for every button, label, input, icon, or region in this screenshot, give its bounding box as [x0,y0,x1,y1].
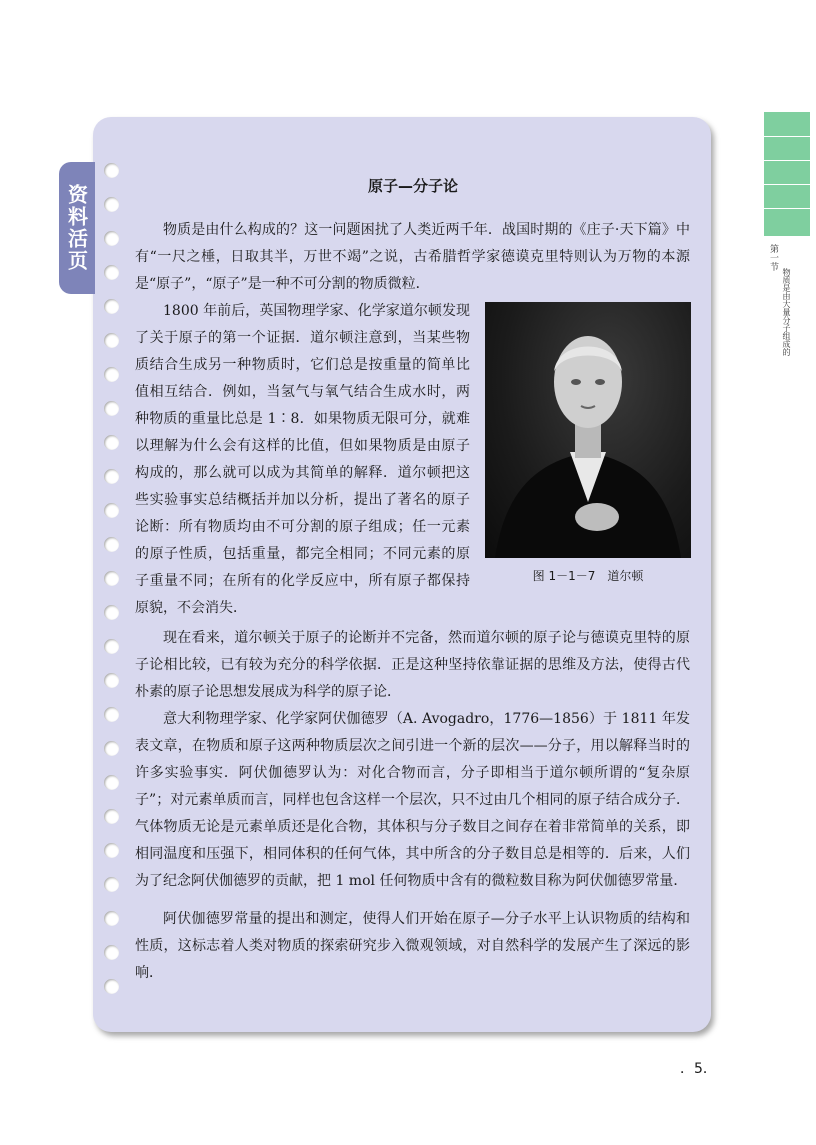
binder-ring [104,333,119,348]
binder-ring [104,741,119,756]
chapter-color-block [764,112,810,236]
article-title: 原子—分子论 [367,177,458,195]
binder-ring [104,571,119,586]
portrait-illustration [485,302,691,558]
binder-ring [104,469,119,484]
binder-ring [104,503,119,518]
figure-caption: 图 1－1－7 道尔顿 [532,569,644,583]
paragraph-4: 意大利物理学家、化学家阿伏伽德罗（A. Avogadro，1776—1856）于 1811 年发表文章，在物质和原子这两种物质层次之间引进一个新的层次——分子，用以解释当时的许多实验事实．阿伏伽德罗认为：对化合物而言，分子即相当于道尔顿所谓的“复杂原子”；对元素单质而言，同样也包含这样一个层次，只不过由几个相同的原子结合成分子．气体物质无论是元素单质还是化合物，其体积与分子数目之间存在着非常简单的关系，即相同温度和压强下，相同体积的任何气体，其中所含的分子数目总是相等的．后来，人们为了纪念阿伏伽德罗的贡献，把 1 mol 任何物质中含有的微粒数目称为阿伏伽德罗常量． [135,711,690,889]
binder-ring [104,265,119,280]
binder-ring [104,877,119,892]
binder-ring [104,639,119,654]
page-number: ．5． [680,1061,717,1077]
paragraph-3: 现在看来，道尔顿关于原子的论断并不完备，然而道尔顿的原子论与德谟克里特的原子论相比较，已有较为充分的科学依据．正是这种坚持依靠证据的思维及方法，使得古代朴素的原子论思想发展成为科学的原子论． [135,630,690,700]
paragraph-1: 物质是由什么构成的？这一问题困扰了人类近两千年．战国时期的《庄子·天下篇》中有“一尺之棰，日取其半，万世不竭”之说，古希腊哲学家德谟克里特则认为万物的本源是“原子”，“原子”是一种不可分割的物质微粒． [135,222,690,292]
binder-ring [104,775,119,790]
binder-ring [104,231,119,246]
binder-ring [104,367,119,382]
section-tab-label: 资料活页 [64,184,89,272]
dalton-portrait [485,302,691,558]
binder-ring [104,945,119,960]
section-tab [59,162,95,294]
side-nav-topic: 物质是由大量分子组成的 [782,268,791,356]
paragraph-2: 1800 年前后，英国物理学家、化学家道尔顿发现了关于原子的第一个证据．道尔顿注意到，当某些物质结合生成另一种物质时，它们总是按重量的简单比值相互结合．例如，当氢气与氧气结合生成水时，两种物质的重量比总是 1∶8．如果物质无限可分，就难以理解为什么会有这样的比值，但如果物质是由原子构成的，那么就可以成为其简单的解释．道尔顿把这些实验事实总结概括并加以分析，提出了著名的原子论断：所有物质均由不可分割的原子组成；任一元素的原子性质，包括重量，都完全相同；不同元素的原子重量不同；在所有的化学反应中，所有原子都保持原貌，不会消失． [135,303,470,616]
binder-ring [104,707,119,722]
binder-ring [104,605,119,620]
binder-ring [104,673,119,688]
binder-ring [104,809,119,824]
binder-ring [104,979,119,994]
binder-ring [104,911,119,926]
binder-ring [104,401,119,416]
binder-ring [104,435,119,450]
binder-ring [104,843,119,858]
paragraph-5: 阿伏伽德罗常量的提出和测定，使得人们开始在原子—分子水平上认识物质的结构和性质，这标志着人类对物质的探索研究步入微观领域，对自然科学的发展产生了深远的影响． [135,911,690,981]
side-nav-chapter: 第一节 [768,244,778,271]
binder-ring [104,299,119,314]
binder-ring [104,197,119,212]
binder-ring [104,537,119,552]
